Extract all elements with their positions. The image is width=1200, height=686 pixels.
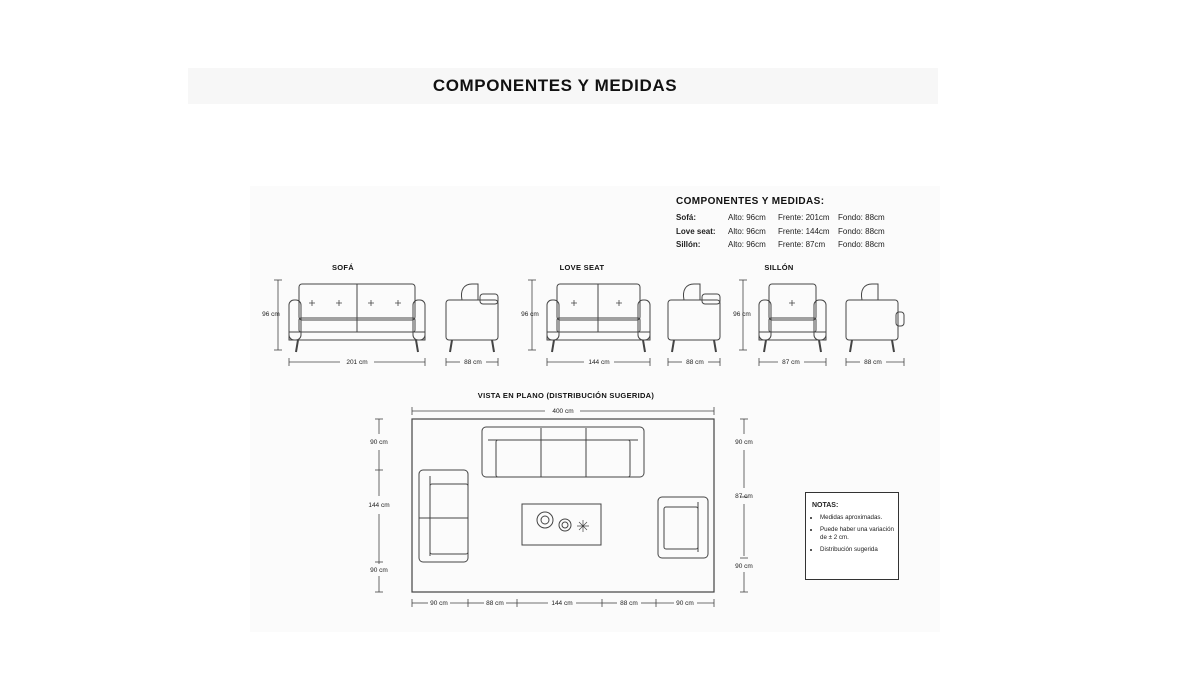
plan-left-dim: 144 cm xyxy=(368,502,390,509)
plan-view-drawing xyxy=(412,419,714,592)
spec-table-title: COMPONENTES Y MEDIDAS: xyxy=(676,196,825,207)
loveseat-side-drawing xyxy=(668,284,720,352)
loveseat-label: LOVE SEAT xyxy=(559,263,605,272)
loveseat-front-drawing xyxy=(547,284,650,352)
spec-frente: Frente: 201cm xyxy=(778,213,830,222)
plan-bottom-dim: 88 cm xyxy=(486,600,504,607)
plan-title: VISTA EN PLANO (DISTRIBUCIÓN SUGERIDA) xyxy=(477,391,655,400)
spec-name: Love seat: xyxy=(676,226,716,236)
armchair-side-drawing xyxy=(846,284,904,352)
spec-alto: Alto: 96cm xyxy=(728,226,766,236)
page-title: COMPONENTES Y MEDIDAS xyxy=(432,76,678,95)
armchair-height-label: 96 cm xyxy=(733,311,751,318)
plan-bottom-dim: 144 cm xyxy=(551,600,573,607)
sofa-side-drawing xyxy=(446,284,498,352)
plan-left-dim: 90 cm xyxy=(370,567,388,574)
plan-bottom-dim: 90 cm xyxy=(676,600,694,607)
armchair-depth-label: 88 cm xyxy=(864,359,882,366)
sofa-front-drawing xyxy=(289,284,425,352)
note-item: • Puede haber una variación de ± 2 cm. xyxy=(820,526,894,542)
plan-right-dim: 90 cm xyxy=(735,439,753,446)
notes-box xyxy=(805,492,899,580)
loveseat-depth-label: 88 cm xyxy=(686,359,704,366)
note-item: • Medidas aproximadas. xyxy=(820,514,894,522)
plan-right-dim: 87 cm xyxy=(735,493,753,500)
spec-fondo: Fondo: 88cm xyxy=(838,240,885,249)
sofa-label: SOFÁ xyxy=(331,263,355,272)
loveseat-width-label: 144 cm xyxy=(588,359,610,366)
notes-title: NOTAS: xyxy=(812,502,839,509)
spec-alto: Alto: 96cm xyxy=(728,240,766,249)
plan-bottom-dim: 88 cm xyxy=(620,600,638,607)
sofa-height-label: 96 cm xyxy=(262,311,280,318)
spec-frente: Frente: 87cm xyxy=(778,240,826,249)
plan-left-dim: 90 cm xyxy=(370,439,388,446)
loveseat-height-label: 96 cm xyxy=(521,311,539,318)
spec-frente: Frente: 144cm xyxy=(778,226,830,236)
spec-name: Sillón: xyxy=(676,240,701,249)
armchair-label: SILLÓN xyxy=(764,263,794,272)
elevation-dimension-lines xyxy=(274,280,904,366)
armchair-width-label: 87 cm xyxy=(782,359,800,366)
sofa-width-label: 201 cm xyxy=(346,359,368,366)
sofa-depth-label: 88 cm xyxy=(464,359,482,366)
plan-total-width: 400 cm xyxy=(552,408,574,415)
note-item: • Distribución sugerida xyxy=(820,546,894,554)
spec-fondo: Fondo: 88cm xyxy=(838,213,885,222)
spec-fondo: Fondo: 88cm xyxy=(838,226,885,236)
spec-alto: Alto: 96cm xyxy=(728,213,766,222)
plan-right-dim: 90 cm xyxy=(735,563,753,570)
spec-name: Sofá: xyxy=(676,213,696,222)
armchair-front-drawing xyxy=(759,284,826,352)
plan-bottom-dim: 90 cm xyxy=(430,600,448,607)
